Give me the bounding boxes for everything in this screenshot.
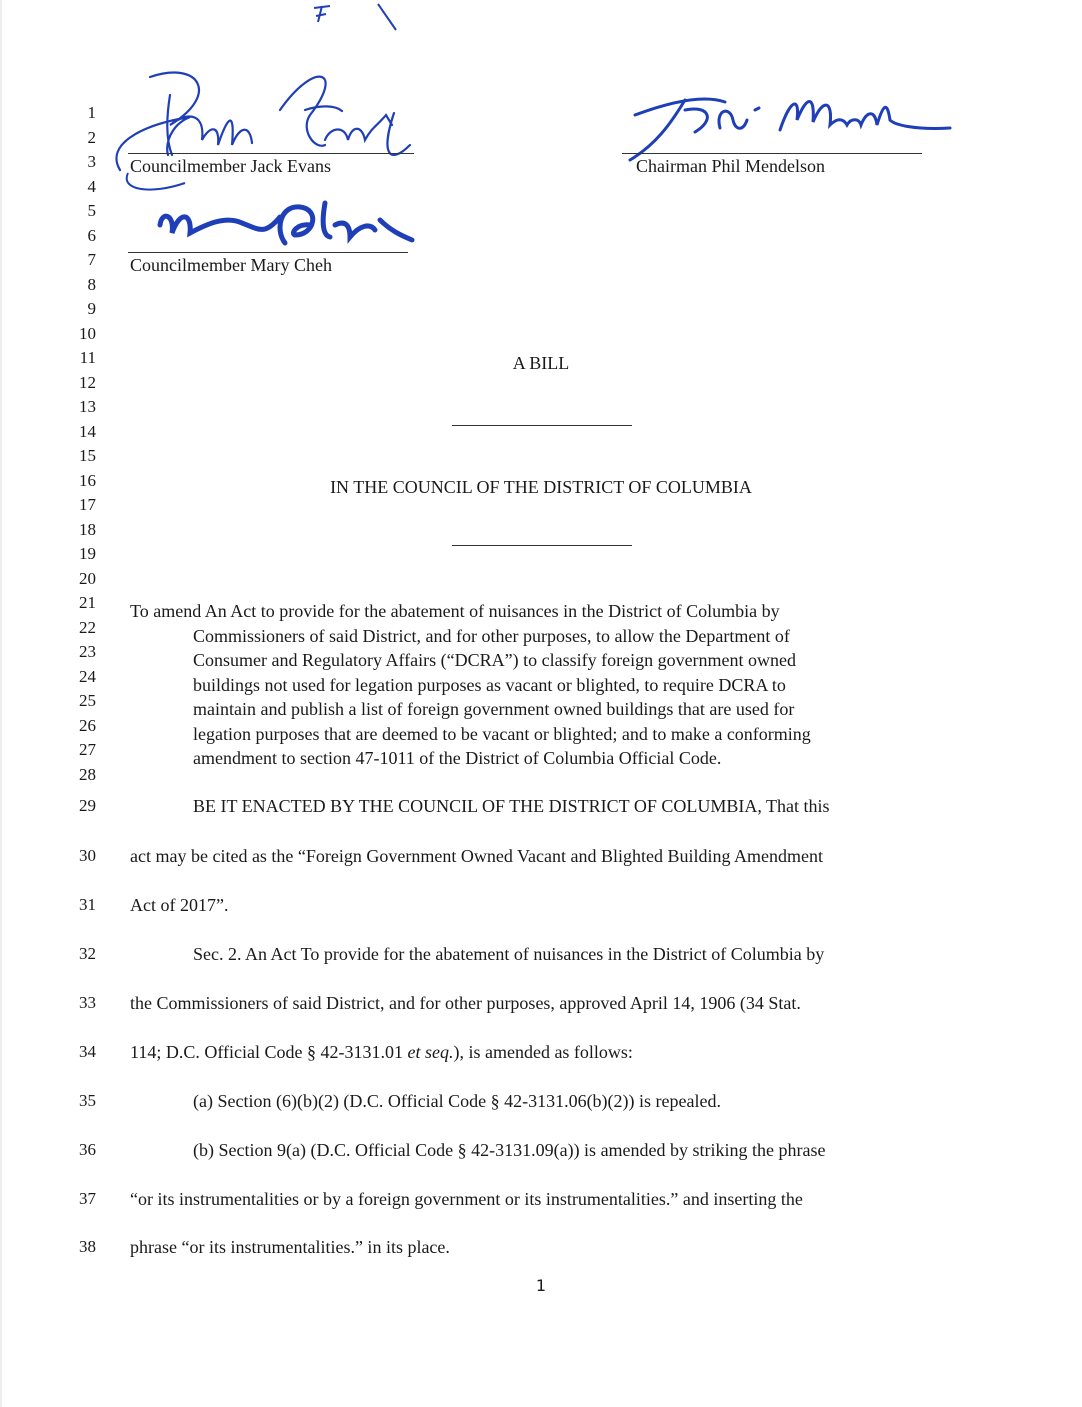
- scan-edge: [0, 0, 2, 1407]
- line-number: 4: [87, 176, 96, 196]
- line-number: 20: [79, 568, 96, 588]
- subsection-a: (a) Section (6)(b)(2) (D.C. Official Code § 42-3131.06(b)(2)) is repealed.: [193, 1091, 721, 1111]
- summary-line: buildings not used for legation purposes as vacant or blighted, to require DCRA to: [193, 674, 786, 695]
- line-number: 1: [87, 103, 96, 122]
- bill-summary: [130, 599, 960, 771]
- line-number: 34: [79, 1042, 96, 1061]
- summary-line: legation purposes that are deemed to be vacant or blighted; and to make a conforming: [193, 723, 811, 744]
- line-number: 23: [79, 642, 96, 661]
- evans-signature-line: [128, 153, 414, 154]
- bill-title: A BILL: [512, 353, 570, 373]
- body-line: phrase “or its instrumentalities.” in its place.: [130, 1237, 450, 1257]
- line-number: 12: [79, 372, 96, 392]
- top-ink-marks: [300, 0, 410, 40]
- line-number: 5: [87, 201, 96, 220]
- line-number: 28: [79, 764, 96, 784]
- line-number: 16: [79, 470, 96, 490]
- line-number: 14: [79, 421, 96, 441]
- line-number: 31: [79, 895, 96, 914]
- council-rule: [452, 545, 632, 546]
- line-number: 9: [87, 299, 96, 318]
- line-number: 6: [87, 225, 96, 245]
- mendelson-signature-line: [622, 153, 922, 154]
- line-number: 17: [79, 495, 96, 514]
- title-rule: [452, 425, 632, 426]
- section-2-heading: Sec. 2. An Act To provide for the abatement of nuisances in the District of Columbia by: [193, 944, 825, 964]
- body-line: “or its instrumentalities or by a foreign government or its instrumentalities.” and inserting the: [130, 1189, 803, 1209]
- mendelson-name: Chairman Phil Mendelson: [636, 156, 825, 176]
- line-number: 21: [79, 593, 96, 612]
- line-number: 24: [79, 666, 96, 686]
- enacting-clause: BE IT ENACTED BY THE COUNCIL OF THE DISTRICT OF COLUMBIA, That this: [193, 796, 830, 816]
- et-seq: et seq.: [407, 1042, 454, 1062]
- line-numbers-top: [70, 101, 96, 787]
- line-number: 13: [79, 397, 96, 416]
- summary-line: maintain and publish a list of foreign government owned buildings that are used for: [193, 699, 795, 719]
- page-number: 1: [535, 1276, 547, 1295]
- line-number: 26: [79, 715, 96, 735]
- line-number: 19: [79, 544, 96, 563]
- summary-line: Commissioners of said District, and for other purposes, to allow the Department of: [193, 625, 790, 646]
- line-number: 22: [79, 617, 96, 637]
- line-number: 11: [79, 348, 96, 367]
- line-number: 29: [79, 796, 96, 815]
- body-line: Act of 2017”.: [130, 895, 229, 915]
- line-number: 15: [79, 446, 96, 465]
- line-number: 18: [79, 519, 96, 539]
- line-number: 8: [87, 274, 96, 294]
- line-number: 10: [79, 323, 96, 343]
- cheh-name: Councilmember Mary Cheh: [130, 255, 332, 275]
- line-number: 35: [79, 1091, 96, 1110]
- line-number: 36: [79, 1140, 96, 1159]
- cheh-signature-line: [128, 252, 408, 253]
- line-number: 2: [87, 127, 96, 147]
- line-number: 32: [79, 944, 96, 963]
- line-number: 3: [87, 152, 96, 171]
- summary-first-line: To amend An Act to provide for the abatement of nuisances in the District of Columbia by: [130, 601, 780, 621]
- line-number: 25: [79, 691, 96, 710]
- body-text: ), is amended as follows:: [453, 1042, 633, 1062]
- summary-line: Consumer and Regulatory Affairs (“DCRA”) to classify foreign government owned: [193, 650, 797, 670]
- council-heading: IN THE COUNCIL OF THE DISTRICT OF COLUMBIA: [330, 477, 752, 497]
- summary-line: amendment to section 47-1011 of the District of Columbia Official Code.: [193, 748, 722, 768]
- body-line: [130, 1042, 960, 1063]
- line-number: 37: [79, 1189, 96, 1208]
- cheh-signature: [150, 195, 430, 255]
- body-text: 114; D.C. Official Code § 42-3131.01: [130, 1042, 408, 1062]
- subsection-b: (b) Section 9(a) (D.C. Official Code § 42-3131.09(a)) is amended by striking the phrase: [193, 1140, 826, 1160]
- line-number: 30: [79, 846, 96, 865]
- line-number: 27: [79, 740, 96, 759]
- body-line: act may be cited as the “Foreign Government Owned Vacant and Blighted Building Amendment: [130, 846, 823, 866]
- evans-name: Councilmember Jack Evans: [130, 156, 331, 176]
- line-number: 33: [79, 993, 96, 1012]
- line-number: 7: [87, 250, 96, 269]
- line-number: 38: [79, 1237, 96, 1256]
- body-line: the Commissioners of said District, and for other purposes, approved April 14, 1906 (34 Stat.: [130, 993, 801, 1013]
